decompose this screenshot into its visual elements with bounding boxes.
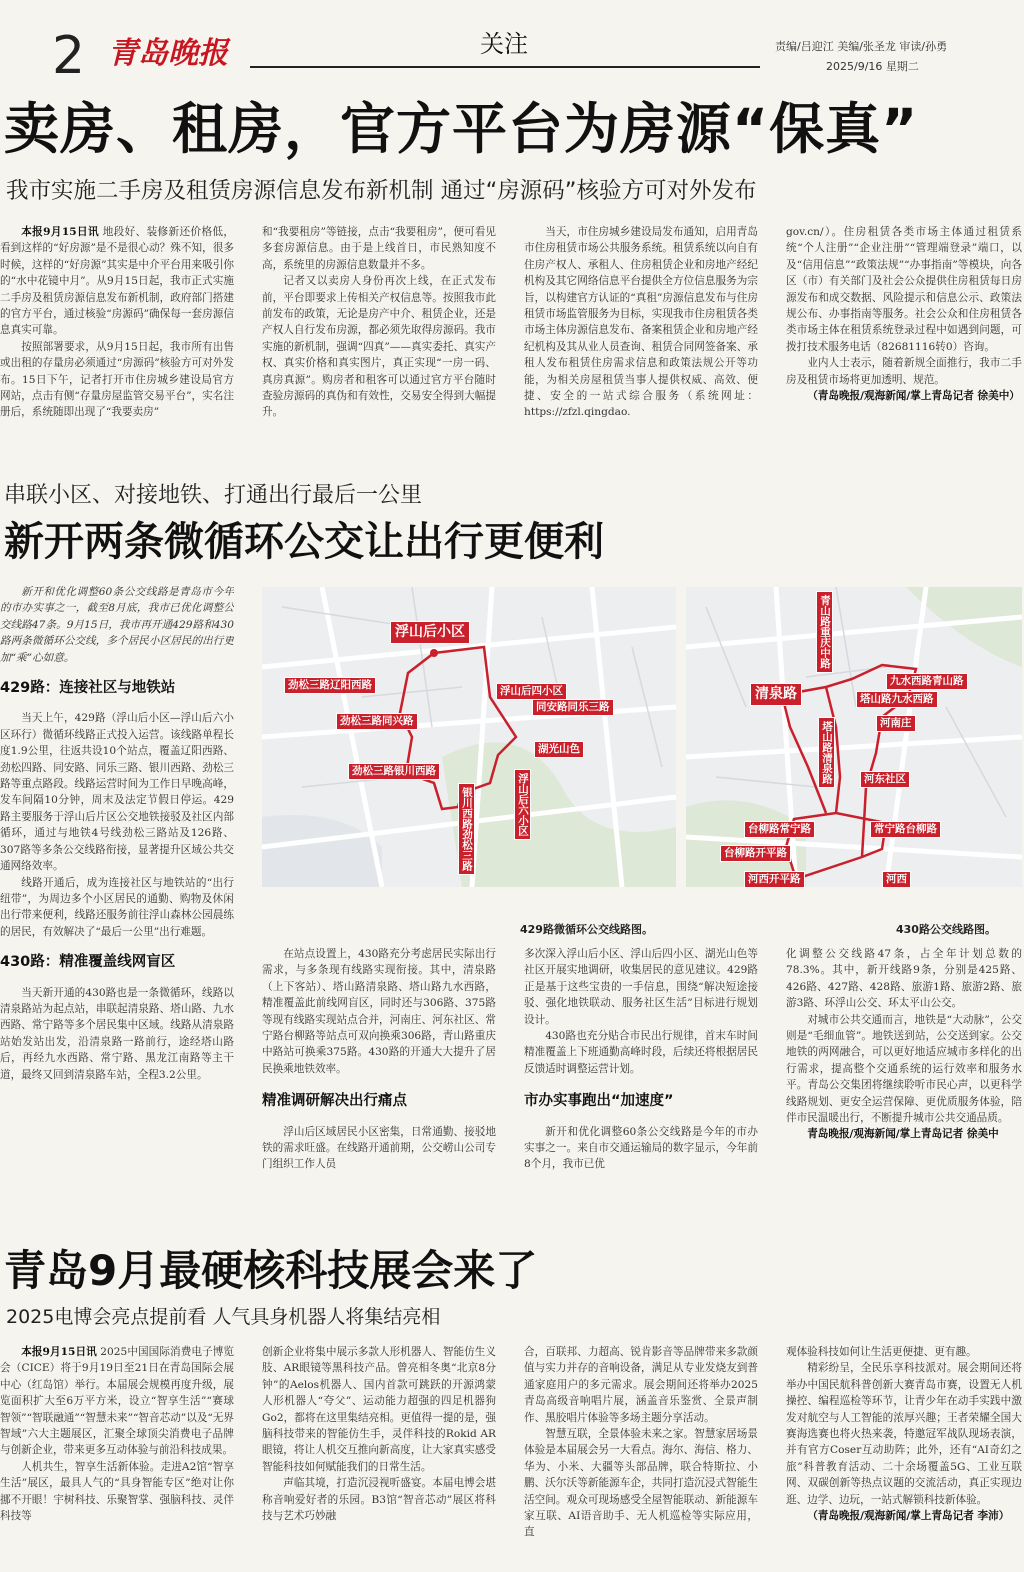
map430-label-11: 河西开平路 [744,871,805,887]
map430-label-start: 清泉路 [750,683,802,706]
story2-colD-text: 化调整公交线路47条，占全年计划总数的78.3%。其中，新开线路9条，分别是425路、426路、427路、428路、旅游1路、旅游2路、旅游3路、环浮山公交、环太平山公交。 [786,948,1022,1010]
story3-dateline: 本报9月15日讯 [21,1346,97,1358]
map429-label-1: 劲松三路辽阳西路 [284,677,376,694]
story2-heading-research: 精准调研解决出行痛点 [262,1093,407,1110]
story3-col1-text: 2025中国国际消费电子博览会（CICE）将于9月19日至21日在青岛国际会展中心（红岛馆）举行。本届展会规模再度升级，展览面积扩大至6万平方米，设立“智享生活”“赛球智领”“智联融通”“智慧未来”“智音芯动”以及“无界智域”六大主题展区，汇聚全球顶尖消费电子品牌与创新企业，带来更多互动体验与前沿科技成果。 [0,1346,234,1457]
route-430-map [686,587,1022,887]
map429-label-4: 同安路同乐三路 [532,699,614,716]
map429-label-5: 湖光山色 [534,741,584,758]
map430-label-7: 台柳路常宁路 [744,821,815,838]
route-430-map-base [686,587,1022,887]
story2-kicker: 串联小区、对接地铁、打通出行最后一公里 [4,483,423,508]
story3-headline: 青岛9月最硬核科技展会来了 [4,1246,538,1295]
story2-column-d [786,946,1022,1228]
story2-colDb-text: 对城市公共交通而言，地铁是“大动脉”，公交则是“毛细血管”。地铁送到站，公交送到家。公交地铁的两网融合，可以更好地适应城市多样化的出行需求，提高整个交通系统的运行效率和服务水平。青岛公交集团将继续聆听市民心声，以更科学线路规划、更安全运营保障、更优质服务体验，陪伴市民温暖出行，不断提升城市公共交通品质。 [786,1013,1022,1125]
story3-column-1 [0,1344,234,1572]
story3-column-2 [262,1344,496,1572]
story3-col3b-text: 智慧互联，全景体验未来之家。智慧家居场景体验是本届展会另一大看点。海尔、海信、格力、华为、小米、大疆等头部品牌，联合特斯拉、小鹏、沃尔沃等新能源车企，共同打造沉浸式智能生活空间。观众可现场感受全屋智能联动、新能源车家互联、AI语音助手、无人机巡检等实际应用，直 [524,1428,758,1539]
map430-label-8: 常宁路台柳路 [870,821,941,838]
map429-label-7: 银川西路劲松三路 [458,783,475,875]
story1-column-2 [262,224,496,464]
story1-dateline: 本报9月15日讯 [21,226,99,238]
story2-430-para-1: 当天新开通的430路也是一条微循环，线路以清泉路站为起点站，串联起清泉路、塔山路、九水西路、常宁路等多个居民集中区域。线路从清泉路站始发站出发，沿清泉路一路前行，途经塔山路后，再经九水西路、常宁路、黑龙江南路等主干道，最终又回到清泉路车站，全程3.2公里。 [0,986,234,1081]
story2-column-c [524,946,758,1228]
story2-heading-429: 429路：连接社区与地铁站 [0,680,176,697]
story2-colB-text: 在站点设置上，430路充分考虑居民实际出行需求，与多条现有线路实现衔接。其中，清泉路（上下客站）、塔山路清泉路、塔山路九水西路，精准覆盖此前线网盲区，同时还与306路、375路等现有线路实现站点合并，河南庄、河东社区、常宁路台柳路等站点可双向换乘306路，青山路重庆中路站可换乘375路。430路的开通大大提升了居民换乘地铁效率。 [262,948,496,1075]
map429-label-6: 劲松三路银川西路 [348,763,440,780]
page-number: 2 [52,26,86,86]
story2-heading-430: 430路：精准覆盖线网盲区 [0,954,176,971]
story2-lead: 新开和优化调整60条公交线路是青岛市今年的市办实事之一，截至8月底，我市已优化调整公交线路47条。9月15日，我市再开通429路和430路两条微循环公交线，多个居民小区居民的出行更加“乘”心如意。 [0,586,234,664]
map430-label-2: 九水西路青山路 [886,673,968,690]
map430-label-4: 塔山路清泉路 [818,717,835,788]
story3-col2-text: 创新企业将集中展示多款人形机器人、智能仿生义肢、AR眼镜等黑科技产品。曾亮相冬奥“北京8分钟”的Aelos机器人、国内首款可跳跃的开源鸿蒙人形机器人“夸父”、运动能力超强的四足机器狗Go2，都将在这里集结亮相。更值得一提的是，强脑科技带来的智能仿生手，灵伴科技的Rokid AR眼镜，将让人机交互推向新高度，让大家真实感受智能科技如何赋能我们的日常生活。 [262,1346,496,1473]
story3-col4-text: 观体验科技如何让生活更便捷、更有趣。 [786,1346,977,1358]
map430-label-6: 河东社区 [860,771,910,788]
story1-col2b-text: 记者又以卖房人身份再次上线，在正式发布前，平台即要求上传相关产权信息等。按照我市此前发布的政策，无论是房产中介、租赁企业，还是产权人自行发布房源，都必须先取得房源码。我市实施的新机制，强调“四真”——真实委托、真实产权、真实价格和真实图片，真正实现“一房一码、真房真源”。购房者和租客可以通过官方平台随时查验房源码的真伪和有效性，交易安全得到大幅提升。 [262,275,496,419]
route-429-caption: 429路微循环公交线路图。 [520,923,653,936]
section-title: 关注 [480,30,528,58]
editors-credit: 责编/吕迎江 美编/张圣龙 审读/孙勇 [775,40,948,53]
paper-logo: 青岛晚报 [108,36,228,71]
map430-label-9: 台柳路开平路 [720,845,791,862]
story1-column-3 [524,224,758,464]
story1-col1-text: 地段好、装修新还价格低，看到这样的“好房源”是不是很心动？殊不知，很多时候，这样的“好房源”其实是中介平台用来吸引你的“水中花镜中月”。从9月15日起，我市正式实施二手房及租赁房源信息发布新机制，政府部门搭建的官方平台，通过核验“房源码”确保每一套房源信息真实可靠。 [0,226,234,337]
story3-column-4 [786,1344,1022,1572]
story3-col3-text: 合，百联邦、力超高、锐肯影音等品牌带来多款颜值与实力并存的音响设备，满足从专业发烧友到普通家庭用户的多元需求。展会期间还将举办2025青岛高级音响唱片展，涵盖音乐鉴赏、全景声制作、黑胶唱片体验等多场主题分享活动。 [524,1346,758,1424]
map430-label-0: 青山路重庆中路 [816,591,833,673]
story1-headline: 卖房、租房，官方平台为房源“保真” [4,97,919,161]
map429-label-8: 浮山后六小区 [514,769,531,840]
story1-byline: （青岛晚报/观海新闻/掌上青岛记者 徐美中） [807,390,1020,403]
issue-date: 2025/9/16 星期二 [826,60,919,73]
map429-label-2: 浮山后四小区 [496,683,567,700]
story2-429-para-1: 当天上午，429路（浮山后小区—浮山后六小区环行）微循环线路正式投入运营。该线路单程长度1.9公里，往返共设10个站点，覆盖辽阳西路、劲松四路、同安路、同乐三路、银川西路、劲松三路等重点路段。线路运营时间为工作日早晚高峰，发车间隔10分钟，周末及法定节假日停运。429路主要服务于浮山后片区公交地铁接驳及社区内部循环，通过与地铁4号线劲松三路站及126路、307路等多条公交线路衔接，显著提升区域公共交通网络效率。 [0,712,234,873]
story2-heading-speed: 市办实事跑出“加速度” [524,1093,674,1110]
story2-headline: 新开两条微循环公交让出行更便利 [4,519,604,565]
map429-label-start: 浮山后小区 [390,621,470,644]
story3-column-3 [524,1344,758,1572]
map430-label-5: 河南庄 [876,715,916,732]
story1-subhead: 我市实施二手房及租赁房源信息发布新机制 通过“房源码”核验方可对外发布 [6,178,757,204]
story1-col3-text: 当天，市住房城乡建设局发布通知，启用青岛市住房租赁市场公共服务系统。租赁系统以向自有住房产权人、承租人、住房租赁企业和房地产经纪机构及其它网络信息平台提供全方位信息服务为宗旨，以构建官方认证的“真租”房源信息发布与住房租赁市场监管服务为目标，实现我市住房租赁各类市场主体房源信息发布、备案租赁企业和房地产经纪机构及其从业人员查询、租赁合同网签备案、承租人发布租赁住房需求信息和政策法规公开等功能，为相关房屋租赁当事人提供权威、高效、便捷、安全的一站式综合服务（系统网址：https://zfzl.qingdao. [524,226,758,419]
route-429-map [262,587,676,887]
story2-column-b [262,946,496,1228]
story2-colBb-text: 浮山后区域居民小区密集，日常通勤、接驳地铁的需求旺盛。在线路开通前期，公交崂山公司专门组织工作人员 [262,1125,496,1171]
story3-byline: （青岛晚报/观海新闻/掌上青岛记者 李沛） [807,1510,1010,1523]
story1-column-4 [786,224,1022,464]
story1-col2-text: 和“我要租房”等链接，点击“我要租房”，便可看见多套房源信息。由于是上线首日，市民熟知度不高，系统里的房源信息数量并不多。 [262,226,496,271]
story3-subhead: 2025电博会亮点提前看 人气具身机器人将集结亮相 [6,1306,441,1328]
story2-colCb-text: 430路也充分贴合市民出行规律，首末车时间精准覆盖上下班通勤高峰时段，后续还将根据居民反馈适时调整运营计划。 [524,1030,758,1075]
story2-429-para-2: 线路开通后，成为连接社区与地铁站的“出行纽带”，为周边多个小区居民的通勤、购物及休闲出行带来便利，线路还服务前往浮山森林公园晨练的居民，有效解决了“最后一公里”出行难题。 [0,876,234,938]
story1-column-1 [0,224,234,464]
story2-byline: 青岛晚报/观海新闻/掌上青岛记者 徐美中 [807,1128,999,1141]
story1-col4-text: gov.cn/）。住房租赁各类市场主体通过租赁系统“个人注册”“企业注册”“管理端登录”端口，以及“信用信息”“政策法规”“办事指南”等模块，向各区（市）有关部门及社会公众提供住房租赁每日房源发布和成交数据、风险提示和信息公示、政策法规公布、办事指南等服务。社会公众和住房租赁各类市场主体在租赁系统登录过程中如遇到问题，可拨打技术服务电话（82681116转0）咨询。 [786,226,1022,353]
story1-col1b-text: 按照部署要求，从9月15日起，我市所有出售或出租的存量房必须通过“房源码”核验方可对外发布。15日下午，记者打开市住房城乡建设局官方网站，点击有侧“存量房屋监管交易平台”，实名注册后，系统随即出现了“我要卖房” [0,340,234,419]
route-430-caption: 430路公交线路图。 [896,923,996,936]
map430-label-10: 河西 [882,871,911,887]
story3-col2b-text: 声临其境，打造沉浸视听盛宴。本届电博会堪称音响爱好者的乐园。B3馆“智音芯动”展区将科技与艺术巧妙融 [262,1477,496,1523]
story2-left-column [0,584,234,1230]
story1-col4b-text: 业内人士表示，随着新规全面推行，我市二手房及租赁市场将更加透明、规范。 [786,357,1022,386]
story3-col4b-text: 精彩纷呈，全民乐享科技派对。展会期间还将举办中国民航科普创新大赛青岛市赛，设置无人机操控、编程巡检等环节，让青少年在动手实践中激发对航空与人工智能的浓厚兴趣；王者荣耀全国大赛海选赛也将火热来袭，特邀冠军战队现场表演，并有官方Coser互动助阵；此外，还有“AI奇幻之旅”科普教育活动、二十余场覆盖5G、工业互联网、双碳创新等热点议题的交流活动，真正实现边逛、边学、边玩，一站式解锁科技新体验。 [786,1362,1022,1506]
masthead-rule [250,66,760,68]
story2-colCc-text: 新开和优化调整60条公交线路是今年的市办实事之一。来自市交通运输局的数字显示，今年前8个月，我市已优 [524,1125,758,1171]
story3-col1b-text: 人机共生，智享生活新体验。走进A2馆“智享生活”展区，最具人气的“具身智能专区”绝对让你挪不开眼！宇树科技、乐聚智掌、强脑科技、灵伴科技等 [0,1460,234,1523]
map430-label-3: 塔山路九水西路 [856,691,938,708]
map429-label-3: 劲松三路同兴路 [336,713,418,730]
story2-colC-text: 多次深入浮山后小区、浮山后四小区、湖光山色等社区开展实地调研，收集居民的意见建议。429路正是基于这些宝贵的一手信息，围绕“解决短途接驳、强化地铁联动、服务社区生活”目标进行规划设计。 [524,948,758,1026]
